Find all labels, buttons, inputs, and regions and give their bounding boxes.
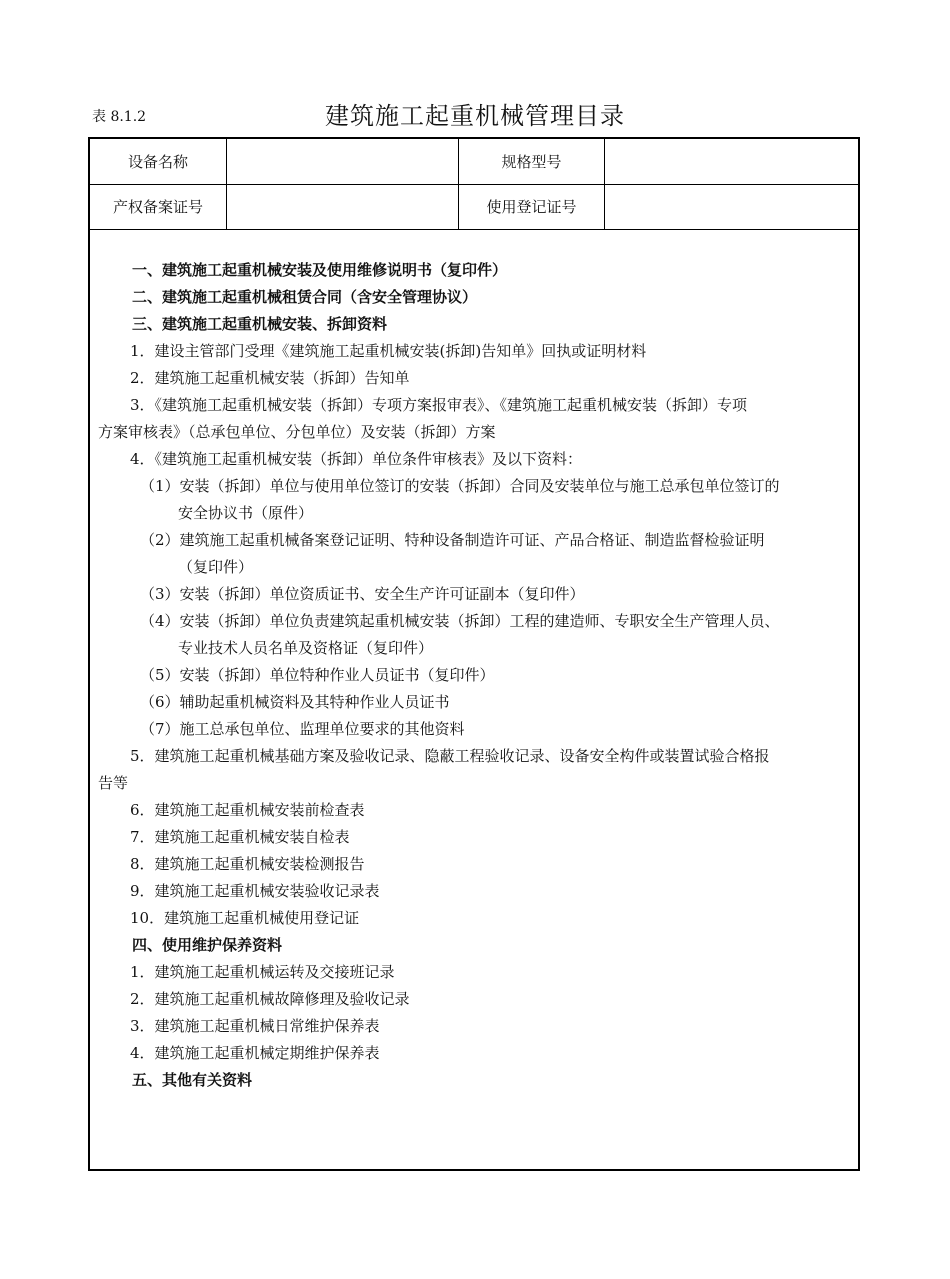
list-item: 10．建筑施工起重机械使用登记证 <box>130 909 360 927</box>
list-item: 4．建筑施工起重机械定期维护保养表 <box>130 1044 380 1062</box>
section-heading: 三、建筑施工起重机械安装、拆卸资料 <box>132 315 388 333</box>
property-no-field[interactable] <box>227 184 459 229</box>
list-item: 2．建筑施工起重机械故障修理及验收记录 <box>130 990 410 1008</box>
form-table <box>88 137 860 1171</box>
sub-item: （7）施工总承包单位、监理单位要求的其他资料 <box>140 720 465 738</box>
table-number: 表 8.1.2 <box>92 109 147 125</box>
form-row-1 <box>90 139 858 185</box>
sub-item: （2）建筑施工起重机械备案登记证明、特种设备制造许可证、产品合格证、制造监督检验证明 <box>140 531 765 549</box>
sub-item: （1）安装（拆卸）单位与使用单位签订的安装（拆卸）合同及安装单位与施工总承包单位签订的 <box>140 477 780 495</box>
sub-item: （3）安装（拆卸）单位资质证书、安全生产许可证副本（复印件） <box>140 585 585 603</box>
sub-item-continuation: 专业技术人员名单及资格证（复印件） <box>178 639 434 657</box>
list-item: 6．建筑施工起重机械安装前检查表 <box>130 801 365 819</box>
directory-body <box>90 257 858 1094</box>
sub-item: （5）安装（拆卸）单位特种作业人员证书（复印件） <box>140 666 495 684</box>
form-row-2 <box>90 184 858 230</box>
list-item-continuation: 方案审核表》（总承包单位、分包单位）及安装（拆卸）方案 <box>98 423 496 441</box>
page-title: 建筑施工起重机械管理目录 <box>325 102 625 130</box>
sub-item: （6）辅助起重机械资料及其特种作业人员证书 <box>140 693 450 711</box>
sub-item: （4）安装（拆卸）单位负责建筑起重机械安装（拆卸）工程的建造师、专职安全生产管理人员、 <box>140 612 780 630</box>
list-item: 8．建筑施工起重机械安装检测报告 <box>130 855 365 873</box>
device-name-label: 设备名称 <box>90 139 227 184</box>
usage-reg-field[interactable] <box>605 184 858 229</box>
list-item: 3．《建筑施工起重机械安装（拆卸）专项方案报审表》、《建筑施工起重机械安装（拆卸）专项 <box>130 396 748 414</box>
spec-field[interactable] <box>605 139 858 184</box>
section-heading: 二、建筑施工起重机械租赁合同（含安全管理协议） <box>132 288 478 306</box>
list-item: 7．建筑施工起重机械安装自检表 <box>130 828 350 846</box>
sub-item-continuation: （复印件） <box>178 558 254 576</box>
section-heading: 一、建筑施工起重机械安装及使用维修说明书（复印件） <box>132 261 508 279</box>
list-item-continuation: 告等 <box>98 774 129 792</box>
list-item: 1．建筑施工起重机械运转及交接班记录 <box>130 963 395 981</box>
sub-item-continuation: 安全协议书（原件） <box>178 504 314 522</box>
list-item: 1．建设主管部门受理《建筑施工起重机械安装(拆卸)告知单》回执或证明材料 <box>130 342 647 360</box>
usage-reg-label: 使用登记证号 <box>459 184 605 229</box>
property-no-label: 产权备案证号 <box>90 184 227 229</box>
list-item: 9．建筑施工起重机械安装验收记录表 <box>130 882 380 900</box>
spec-label: 规格型号 <box>459 139 605 184</box>
list-item: 5．建筑施工起重机械基础方案及验收记录、隐蔽工程验收记录、设备安全构件或装置试验合格报 <box>130 747 770 765</box>
list-item: 4．《建筑施工起重机械安装（拆卸）单位条件审核表》及以下资料： <box>130 450 583 468</box>
device-name-field[interactable] <box>227 139 459 184</box>
list-item: 2．建筑施工起重机械安装（拆卸）告知单 <box>130 369 410 387</box>
list-item: 3．建筑施工起重机械日常维护保养表 <box>130 1017 380 1035</box>
section-heading: 五、其他有关资料 <box>132 1071 253 1089</box>
section-heading: 四、使用维护保养资料 <box>132 936 283 954</box>
